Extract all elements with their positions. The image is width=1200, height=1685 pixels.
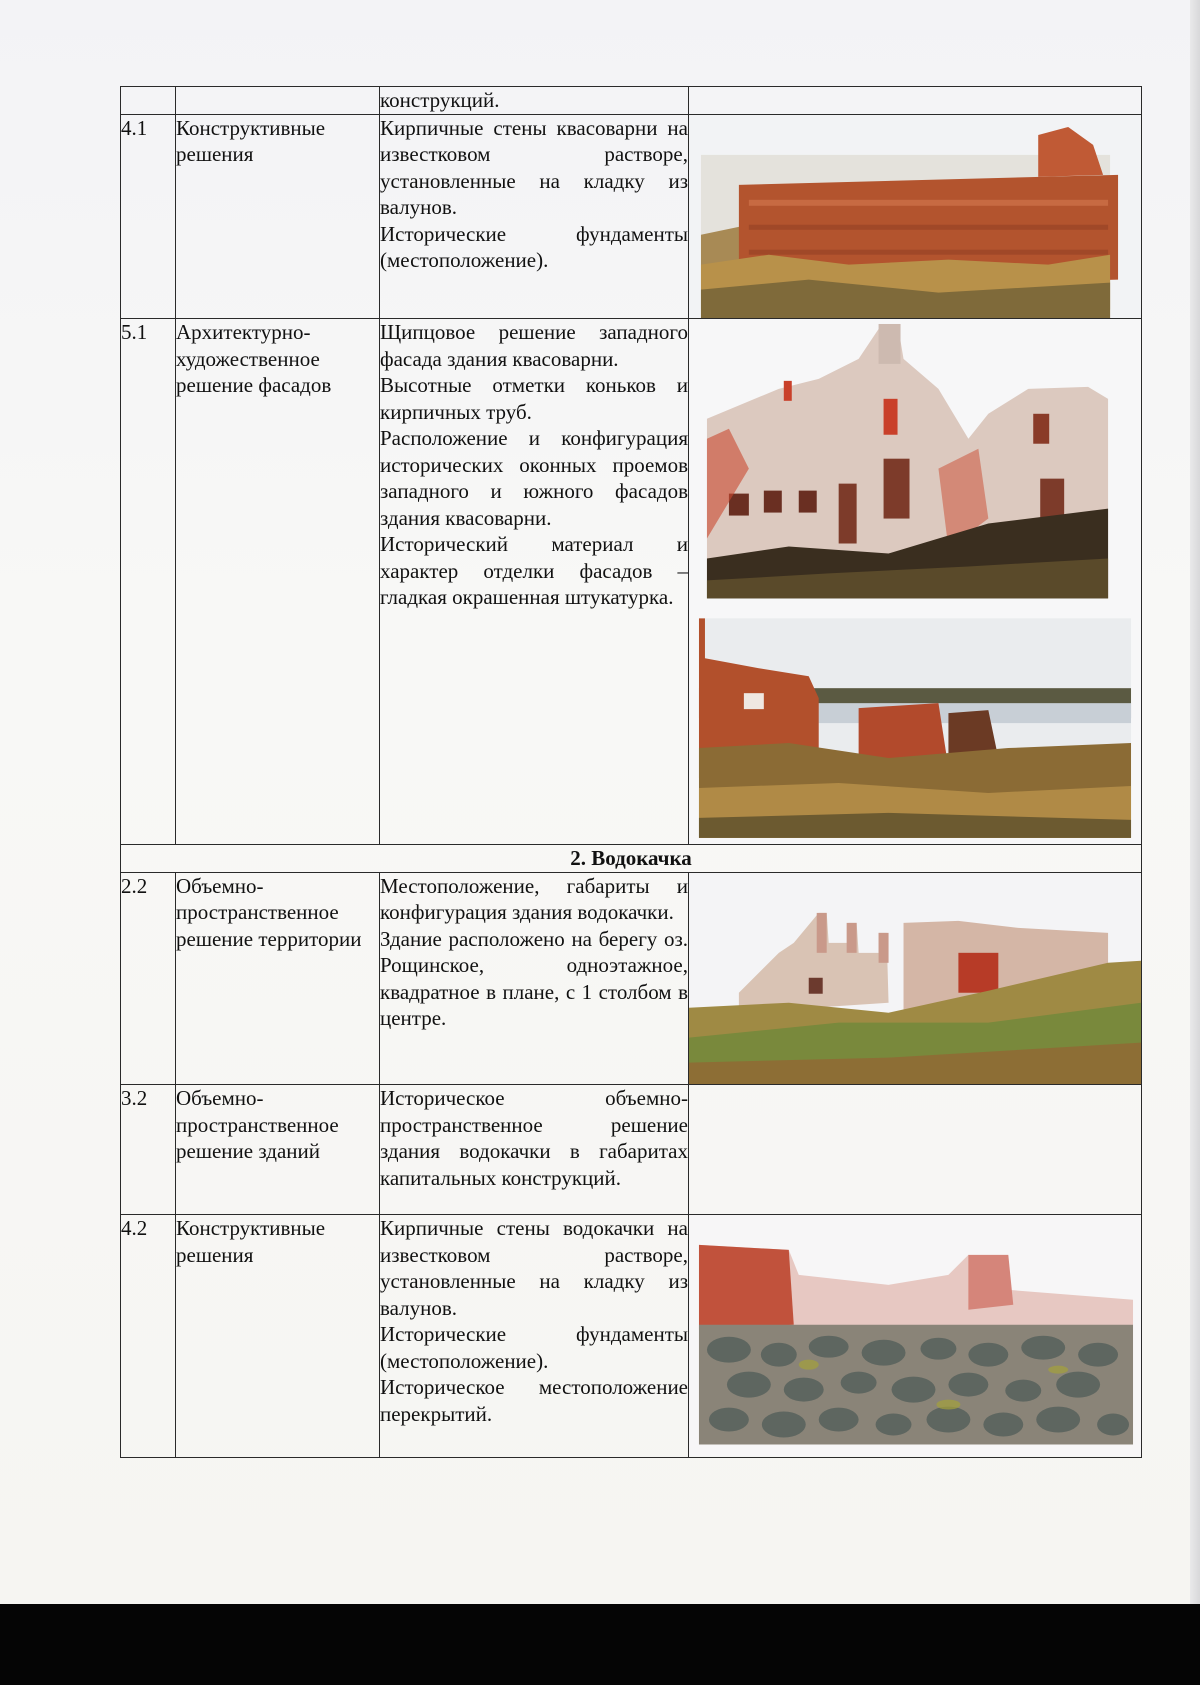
name-cell: Объемно-пространственное решение территории <box>176 872 380 1085</box>
photo-cell <box>689 114 1142 319</box>
desc-line: Щипцовое решение западного фасада здания квасоварни. <box>380 320 688 371</box>
section-title: 2. Водокачка <box>121 845 1142 873</box>
scan-border <box>0 1604 1200 1685</box>
photo-cell <box>689 87 1142 115</box>
desc-cell <box>380 1085 689 1215</box>
num-cell: 3.2 <box>121 1085 176 1215</box>
protection-register-table <box>120 86 1142 1458</box>
desc-line: Историческое объемно-пространственное решение здания водокачки в габаритах капитальных конструкций. <box>380 1086 688 1190</box>
photo-cell <box>689 319 1142 845</box>
desc-line: Кирпичные стены квасоварни на известковом растворе, установленные на кладку из валунов. <box>380 115 688 219</box>
num-cell: 4.1 <box>121 114 176 319</box>
boulder-foundation-photo <box>689 1215 1141 1456</box>
scan-edge <box>1190 0 1200 1604</box>
desc-line: Исторические фундаменты (местоположение). <box>380 221 688 272</box>
table-row <box>121 845 1142 873</box>
desc-cell <box>380 319 689 845</box>
desc-line: Расположение и конфигурация исторических оконных проемов западного и южного фасадов здания квасоварни. <box>380 426 688 530</box>
name-cell: Объемно-пространственное решение зданий <box>176 1085 380 1215</box>
table-row <box>121 1085 1142 1215</box>
desc-line: Историческое местоположение перекрытий. <box>380 1375 688 1426</box>
desc-line: Кирпичные стены водокачки на известковом растворе, установленные на кладку из валунов. <box>380 1216 688 1320</box>
desc-line: конструкций. <box>380 88 500 112</box>
table-row <box>121 114 1142 319</box>
desc-line: Исторический материал и характер отделки фасадов – гладкая окрашенная штукатурка. <box>380 532 688 610</box>
desc-line: Исторические фундаменты (местоположение). <box>380 1322 688 1373</box>
water-tower-ruin-photo <box>689 873 1141 1085</box>
table-row <box>121 319 1142 845</box>
name-cell: Конструктивные решения <box>176 1215 380 1457</box>
num-cell: 4.2 <box>121 1215 176 1457</box>
num-cell: 5.1 <box>121 319 176 845</box>
desc-line: Местоположение, габариты и конфигурация здания водокачки. <box>380 873 688 925</box>
ruin-by-lake-photo <box>699 618 1131 838</box>
photo-cell <box>689 872 1142 1085</box>
num-cell: 2.2 <box>121 872 176 1085</box>
table-row <box>121 1215 1142 1457</box>
num-cell <box>121 87 176 115</box>
desc-cell <box>380 872 689 1085</box>
desc-cell <box>380 87 689 115</box>
desc-cell <box>380 1215 689 1457</box>
facade-photos <box>689 319 1141 844</box>
name-cell <box>176 87 380 115</box>
desc-line: Здание расположено на берегу оз. Рощинское, одноэтажное, квадратное в плане, с 1 столбом в центре. <box>380 926 688 1031</box>
photo-cell <box>689 1085 1142 1215</box>
desc-line: Высотные отметки коньков и кирпичных труб. <box>380 373 688 424</box>
table-row <box>121 872 1142 1085</box>
table-row <box>121 87 1142 115</box>
name-cell: Архитектурно-художественное решение фасадов <box>176 319 380 845</box>
desc-cell <box>380 114 689 319</box>
brick-wall-ruin-photo <box>689 115 1141 319</box>
name-cell: Конструктивные решения <box>176 114 380 319</box>
photo-cell <box>689 1215 1142 1457</box>
